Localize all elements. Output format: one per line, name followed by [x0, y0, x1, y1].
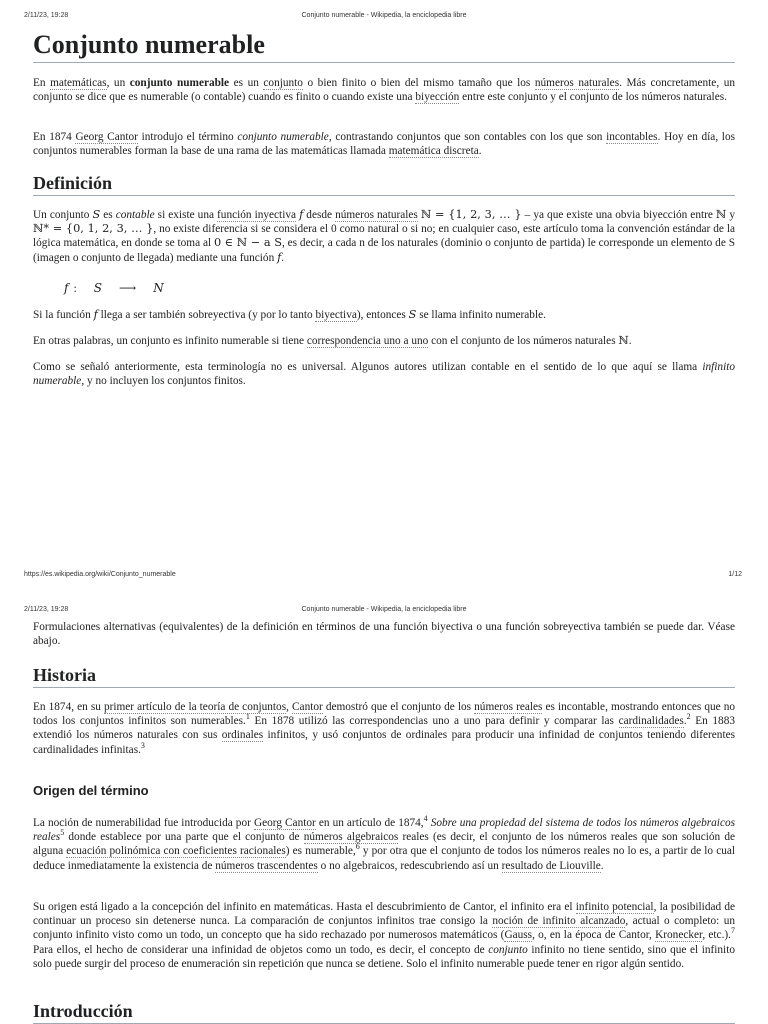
link-conjunto[interactable]: conjunto [263, 77, 303, 89]
definicion-paragraph-4: Como se señaló anteriormente, esta terminología no es universal. Algunos autores utilizan contable en el sentido de lo que aquí se llama infinito numerable, y no incluyen los conjuntos finitos. [33, 361, 735, 388]
print-footer [0, 571, 768, 585]
link-numeros-trascendentes[interactable]: números trascendentes [215, 859, 318, 872]
link-resultado-liouville[interactable]: resultado de Liouville [501, 859, 601, 872]
intro-paragraph-2: En 1874 Georg Cantor introdujo el término conjunto numerable, contrastando conjuntos que son contables con los que son incontables. Hoy en día, los conjuntos numerables forman la base de una rama de las matemáticas llamada matemática discreta. [33, 131, 735, 158]
link-kronecker[interactable]: Kronecker [655, 929, 703, 942]
link-funcion-inyectiva[interactable]: función inyectiva [217, 209, 296, 221]
link-cardinalidades[interactable]: cardinalidades [618, 715, 684, 728]
link-numeros-naturales-def[interactable]: números naturales [335, 209, 418, 221]
definicion-paragraph-3: En otras palabras, un conjunto es infinito numerable si tiene correspondencia uno a uno con el conjunto de los números naturales ℕ. [33, 334, 632, 347]
ref-5[interactable]: 5 [60, 828, 65, 838]
link-biyeccion[interactable]: biyección [415, 91, 460, 104]
definicion-paragraph-2: Si la función f llega a ser también sobreyectiva (y por lo tanto biyectiva), entonces S se llama infinito numerable. [33, 308, 546, 321]
section-heading-definicion: Definición [33, 172, 735, 196]
page-title: Conjunto numerable [33, 30, 735, 63]
ref-1[interactable]: 1 [245, 712, 250, 722]
section-heading-historia: Historia [33, 664, 735, 688]
link-cantor[interactable]: Cantor [292, 701, 323, 713]
formula-block: f : S ⟶ N [64, 281, 164, 295]
ref-4[interactable]: 4 [423, 814, 428, 824]
print-date-2: 2/11/23, 19:28 [24, 606, 69, 613]
origen-paragraph-2: Su origen está ligado a la concepción del infinito en matemáticas. Hasta el descubrimiento de Cantor, el infinito era el infinito potencial, la posibilidad de continuar un proceso sin detenerse nunca. La comparación de conjuntos infinitos trae consigo la noción de infinito alcanzado, actual o completo: un conjunto infinito visto como un todo, un concepto que ha sido rechazado por numerosos matemáticos (Gauss, o, en la época de Cantor, Kronecker, etc.).$^7$ Para ellos, el hecho de considerar una infinidad de objetos como un todo, es decir, el concepto de conjunto infinito no tiene sentido, sino que el infinito solo puede surgir del proceso de enumeración sin repetición que nunca se detiene. Solo el infinito numerable puede tener en rigor algún sentido. [33, 901, 735, 970]
link-incontables[interactable]: incontables [606, 131, 658, 143]
print-header [0, 12, 768, 26]
subsection-heading-origen: Origen del término [33, 783, 149, 798]
section-heading-introduccion: Introducción [33, 1000, 735, 1024]
link-georg-cantor[interactable]: Georg Cantor [75, 131, 138, 143]
link-infinito-alcanzado[interactable]: noción de infinito alcanzado [492, 915, 626, 928]
print-url: https://es.wikipedia.org/wiki/Conjunto_numerable [24, 571, 176, 578]
print-page-number: 1/12 [728, 571, 742, 578]
link-ecuacion-polinomica[interactable]: ecuación polinómica con coeficientes racionales [66, 845, 286, 858]
link-correspondencia[interactable]: correspondencia uno a uno [306, 335, 429, 347]
link-ordinales[interactable]: ordinales [221, 729, 264, 742]
link-matematicas[interactable]: matemáticas [50, 77, 107, 89]
link-biyectiva[interactable]: biyectiva [315, 309, 357, 321]
link-matematica-discreta[interactable]: matemática discreta [388, 145, 479, 158]
definicion-paragraph-5: Formulaciones alternativas (equivalentes) de la definición en términos de una función biyectiva o una función sobreyectiva también se puede dar. Véase abajo. [33, 621, 735, 648]
print-page-title-2: Conjunto numerable - Wikipedia, la enciclopedia libre [301, 606, 467, 613]
ref-2[interactable]: 2 [686, 712, 691, 722]
ref-7[interactable]: 7 [731, 926, 735, 936]
link-infinito-potencial[interactable]: infinito potencial [575, 901, 654, 913]
link-primer-articulo[interactable]: primer artículo de la teoría de conjuntos [103, 701, 287, 713]
historia-paragraph-1: En 1874, en su primer artículo de la teoría de conjuntos, Cantor demostró que el conjunto de los números reales es incontable, mostrando entonces que no todos los conjuntos infinitos son numerables.$^1$ En 1878 utilizó las correspondencias uno a uno para definir y comparar las cardinalidades.$^2$ En 1883 extendió los números naturales con sus ordinales infinitos, y usó conjuntos de ordinales para producir una infinidad de conjuntos teniendo diferentes cardinalidades infinitas.$^3$ [33, 701, 735, 756]
link-gauss[interactable]: Gauss [504, 929, 533, 942]
intro-paragraph-1: En matemáticas, un conjunto numerable es un conjunto o bien finito o bien del mismo tamaño que los números naturales. Más concretamente, un conjunto se dice que es numerable (o contable) cuando es finito o cuando existe una biyección entre este conjunto y el conjunto de los números naturales. [33, 77, 735, 104]
print-date: 2/11/23, 19:28 [24, 12, 69, 19]
link-georg-cantor-2[interactable]: Georg Cantor [253, 817, 316, 829]
ref-6[interactable]: 6 [355, 842, 360, 852]
link-numeros-reales[interactable]: números reales [474, 701, 543, 713]
definicion-paragraph-1: Un conjunto S es contable si existe una función inyectiva f desde números naturales ℕ = {1, 2, 3, … } – ya que existe una obvia biyección entre ℕ y ℕ* = {0, 1, 2, 3, … }, no existe diferencia si se considera el 0 como natural o si no; en cualquier caso, este artículo toma la convención estándar de la lógica matemática, en donde se toma al 0 ∈ ℕ − a S, es decir, a cada n de los naturales (dominio o conjunto de partida) le corresponde un elemento de S (imagen o conjunto de llegada) mediante una función f. [33, 208, 735, 264]
ref-3[interactable]: 3 [140, 740, 145, 750]
link-numeros-naturales[interactable]: números naturales [534, 77, 620, 89]
bold-term: conjunto numerable [129, 77, 230, 89]
print-page-title: Conjunto numerable - Wikipedia, la enciclopedia libre [301, 12, 467, 19]
print-header-2 [0, 606, 768, 620]
origen-paragraph-1: La noción de numerabilidad fue introducida por Georg Cantor en un artículo de 1874,$^4$ Sobre una propiedad del sistema de todos los números algebraicos reales$^5$ donde establece por una parte que el conjunto de números algebraicos reales (es decir, el conjunto de los números reales que son solución de alguna ecuación polinómica con coeficientes racionales) es numerable,$^6$ y por otra que el conjunto de todos los números reales no lo es, a partir de lo cual deduce inmediatamente la existencia de números trascendentes o no algebraicos, redescubriendo así un resultado de Liouville. [33, 814, 736, 872]
link-numeros-algebraicos[interactable]: números algebraicos [303, 831, 399, 844]
